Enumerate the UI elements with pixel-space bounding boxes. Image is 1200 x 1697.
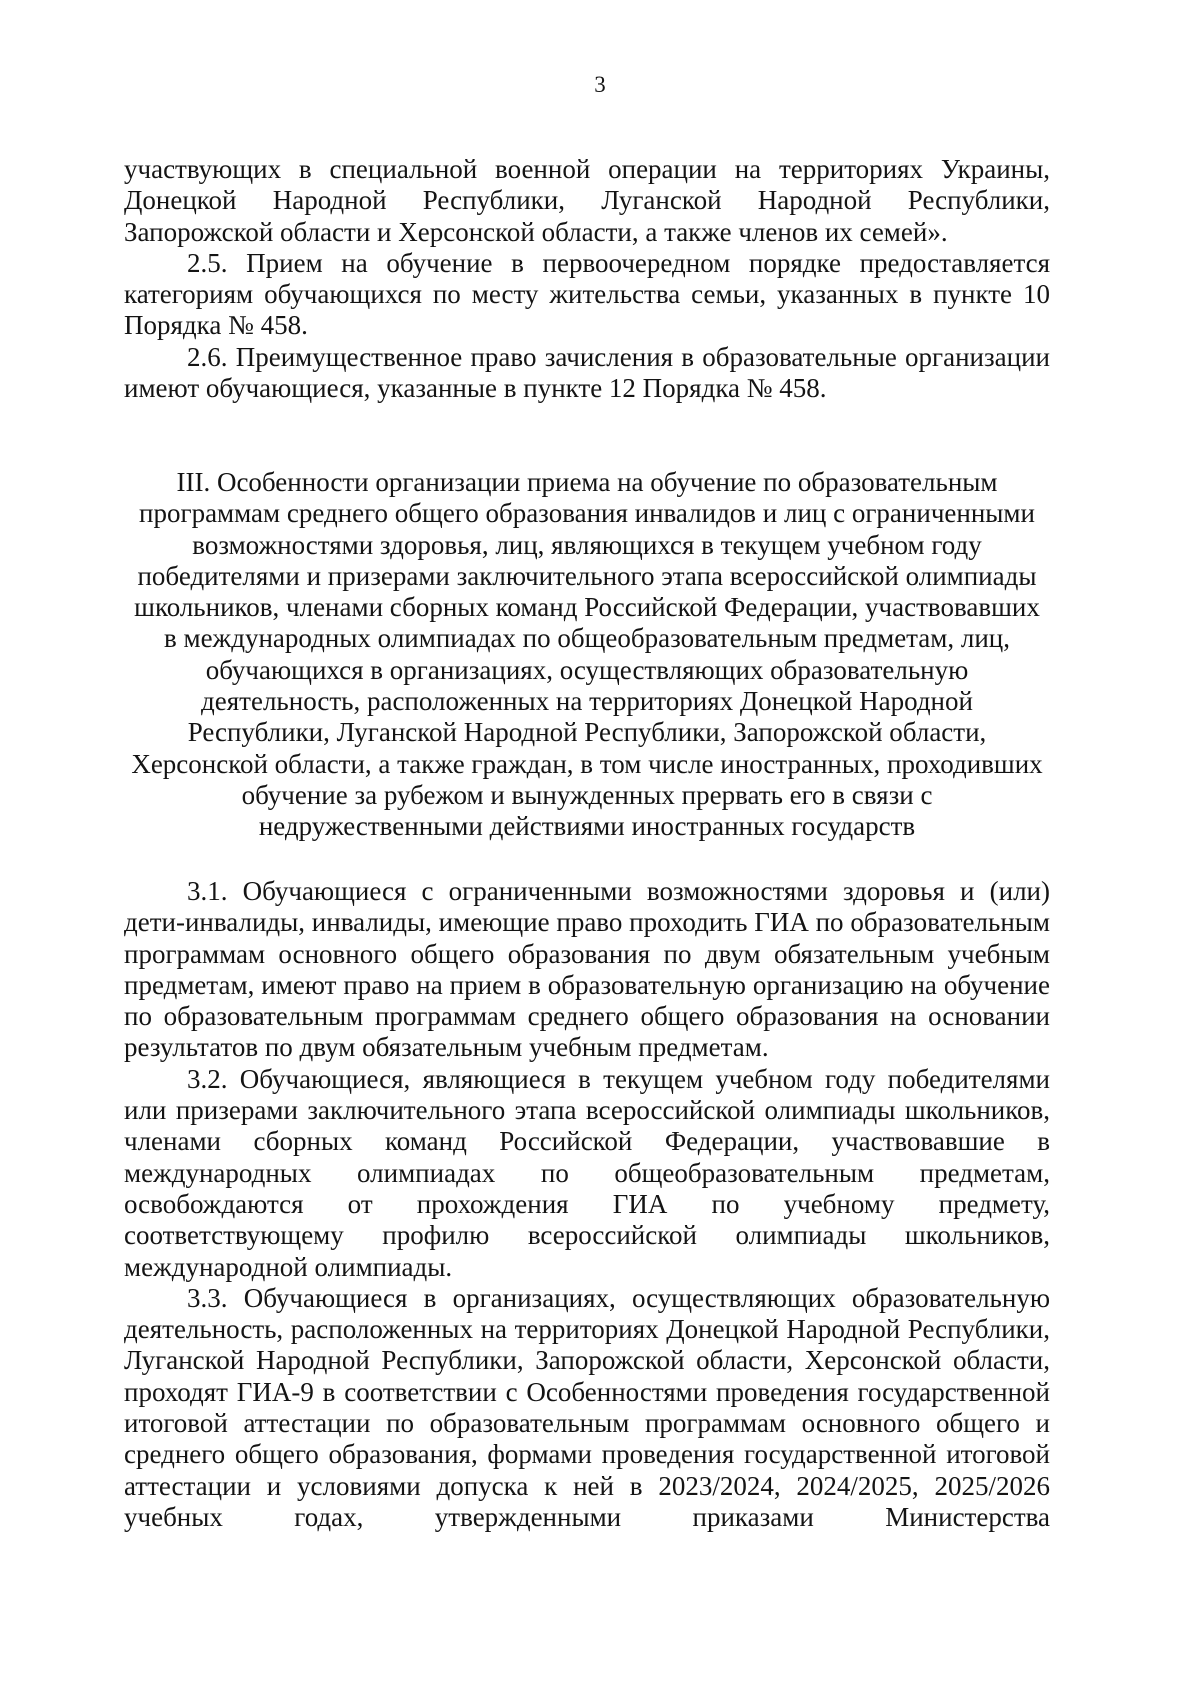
page-number: 3 bbox=[594, 72, 606, 97]
section-heading: III. Особенности организации приема на обучение по образовательным программам среднего общего образования инвалидов и лиц с ограниченными возможностями здоровья, лиц, являющихся в текущем учебном году победителями и призерами заключительного этапа всероссийской олимпиады школьников, членами сборных команд Российской Федерации, участвовавших в международных олимпиадах по общеобразовательным предметам, лиц, обучающихся в организациях, осуществляющих образовательную деятельность, расположенных на территориях Донецкой Народной Республики, Луганской Народной Республики, Запорожской области, Херсонской области, а также граждан, в том числе иностранных, проходивших обучение за рубежом и вынужденных прервать его в связи с недружественными действиями иностранных государств bbox=[131, 467, 1043, 842]
section-heading-block bbox=[124, 467, 1050, 843]
paragraph-3-3: 3.3. Обучающиеся в организациях, осуществляющих образовательную деятельность, расположенных на территориях Донецкой Народной Республики, Луганской Народной Республики, Запорожской области, Херсонской области, проходят ГИА-9 в соответствии с Особенностями проведения государственной итоговой аттестации по образовательным программам основного общего и среднего общего образования, формами проведения государственной итоговой аттестации и условиями допуска к ней в 2023/2024, 2024/2025, 2025/2026 учебных годах, утвержденными приказами Министерства bbox=[124, 1282, 1050, 1532]
paragraph-continuation: участвующих в специальной военной операции на территориях Украины, Донецкой Народной Республики, Луганской Народной Республики, Запорожской области и Херсонской области, а также членов их семей». bbox=[124, 154, 1050, 247]
paragraph-2-6: 2.6. Преимущественное право зачисления в образовательные организации имеют обучающиеся, указанные в пункте 12 Порядка № 458. bbox=[124, 341, 1050, 404]
paragraph-3-1: 3.1. Обучающиеся с ограниченными возможностями здоровья и (или) дети-инвалиды, инвалиды, имеющие право проходить ГИА по образовательным программам основного общего образования по двум обязательным учебным предметам, имеют право на прием в образовательную организацию на обучение по образовательным программам среднего общего образования на основании результатов по двум обязательным учебным предметам. bbox=[124, 876, 1050, 1063]
top-text-block bbox=[124, 154, 1050, 404]
bottom-text-block bbox=[124, 876, 1050, 1533]
paragraph-2-5: 2.5. Прием на обучение в первоочередном порядке предоставляется категориям обучающихся по месту жительства семьи, указанных в пункте 10 Порядка № 458. bbox=[124, 247, 1050, 341]
paragraph-3-2: 3.2. Обучающиеся, являющиеся в текущем учебном году победителями или призерами заключительного этапа всероссийской олимпиады школьников, членами сборных команд Российской Федерации, участвовавшие в международных олимпиадах по общеобразовательным предметам, освобождаются от прохождения ГИА по учебному предмету, соответствующему профилю всероссийской олимпиады школьников, международной олимпиады. bbox=[124, 1063, 1050, 1282]
